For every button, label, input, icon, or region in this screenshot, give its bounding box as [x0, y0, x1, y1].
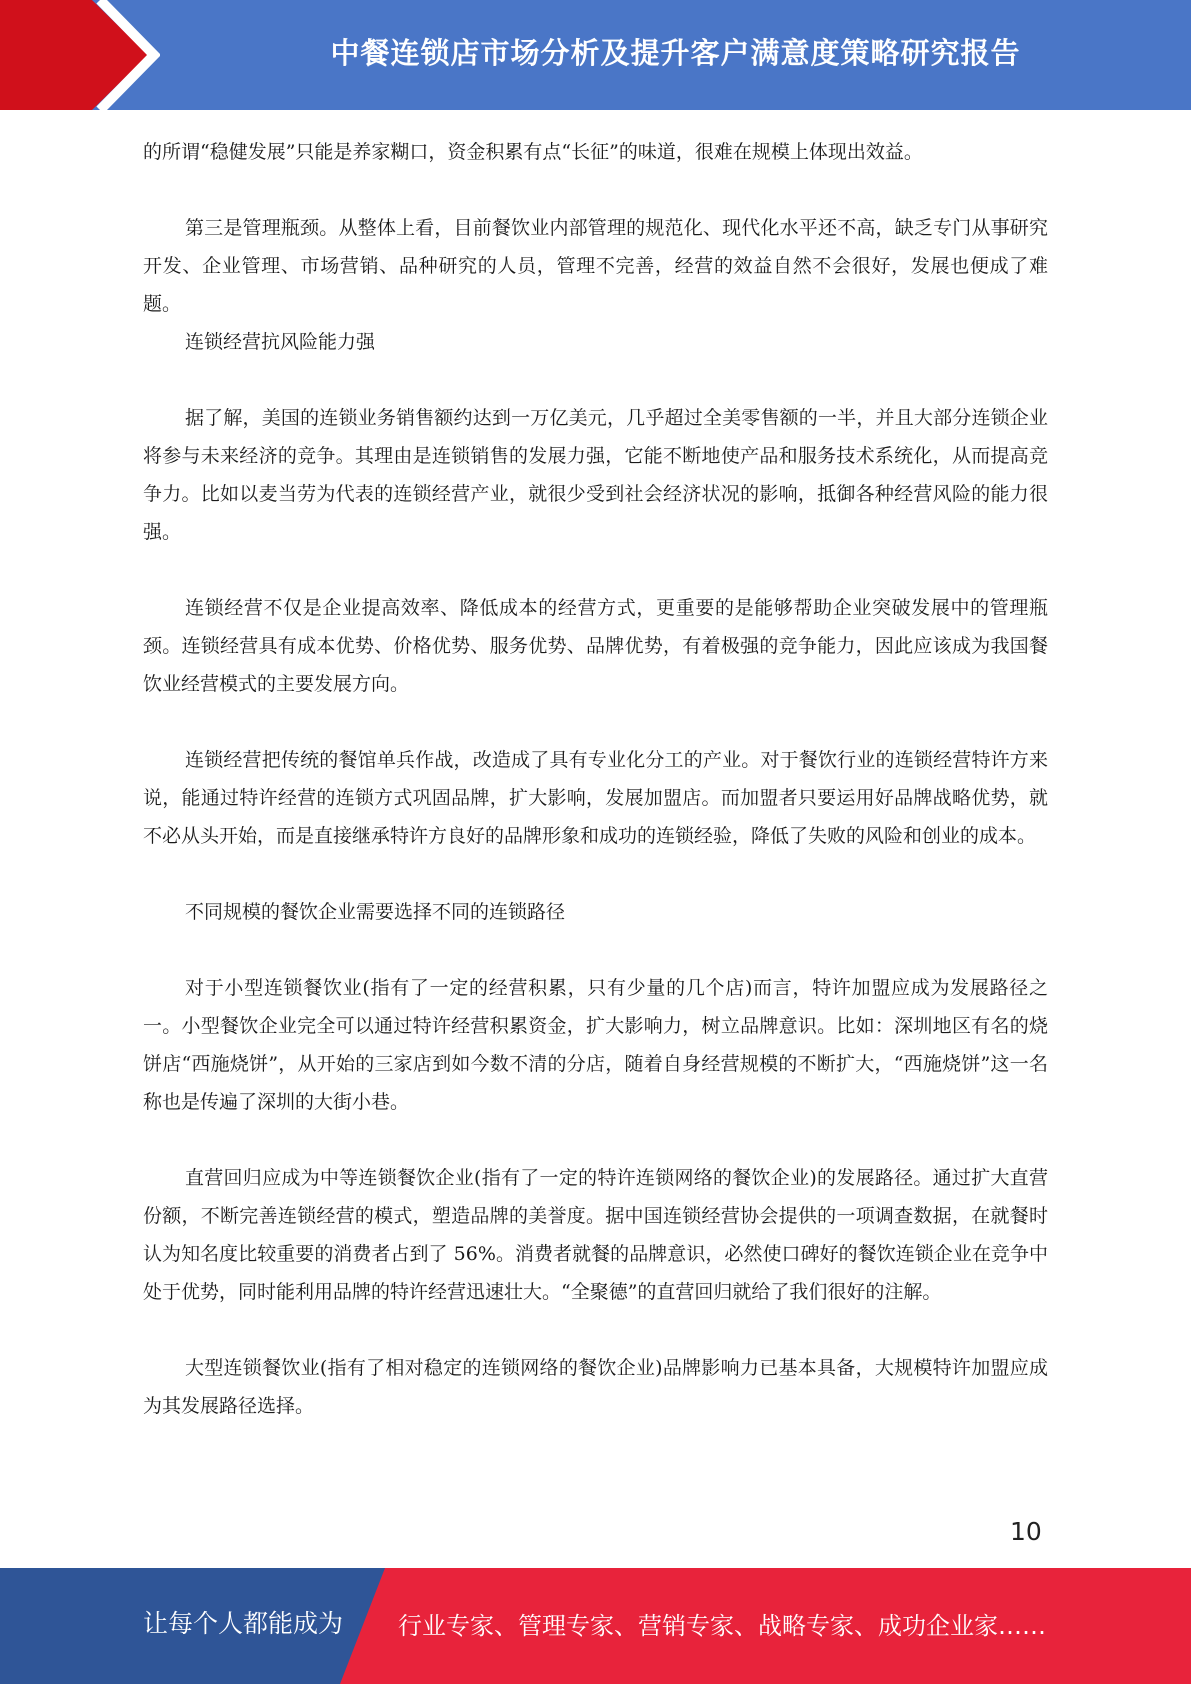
subheading-chain-risk: 连锁经营抗风险能力强	[185, 331, 376, 353]
paragraph-4: 连锁经营不仅是企业提高效率、降低成本的经营方式，更重要的是能够帮助企业突破发展中的管理瓶颈。连锁经营具有成本优势、价格优势、服务优势、品牌优势，有着极强的竞争能力，因此应该成为我国餐饮业经营模式的主要发展方向。	[143, 597, 1048, 695]
subheading-chain-paths: 不同规模的餐饮企业需要选择不同的连锁路径	[185, 901, 566, 923]
paragraph-6: 对于小型连锁餐饮业(指有了一定的经营积累，只有少量的几个店)而言，特许加盟应成为发展路径之一。小型餐饮企业完全可以通过特许经营积累资金，扩大影响力，树立品牌意识。比如：深圳地区有名的烧饼店“西施烧饼”，从开始的三家店到如今数不清的分店，随着自身经营规模的不断扩大，“西施烧饼”这一名称也是传遍了深圳的大街小巷。	[143, 977, 1048, 1113]
header-red-arrow	[0, 0, 148, 110]
header-arrow-graphic	[0, 0, 160, 110]
document-title: 中餐连锁店市场分析及提升客户满意度策略研究报告	[330, 36, 1021, 70]
paragraph-3: 据了解，美国的连锁业务销售额约达到一万亿美元，几乎超过全美零售额的一半，并且大部分连锁企业将参与未来经济的竞争。其理由是连锁销售的发展力强，它能不断地使产品和服务技术系统化，从而提高竞争力。比如以麦当劳为代表的连锁经营产业，就很少受到社会经济状况的影响，抵御各种经营风险的能力很强。	[143, 407, 1048, 543]
paragraph-8: 大型连锁餐饮业(指有了相对稳定的连锁网络的餐饮企业)品牌影响力已基本具备，大规模特许加盟应成为其发展路径选择。	[143, 1357, 1048, 1417]
paragraph-7: 直营回归应成为中等连锁餐饮企业(指有了一定的特许连锁网络的餐饮企业)的发展路径。通过扩大直营份额，不断完善连锁经营的模式，塑造品牌的美誉度。据中国连锁经营协会提供的一项调查数据，在就餐时认为知名度比较重要的消费者占到了 56%。消费者就餐的品牌意识，必然使口碑好的餐饮连锁企业在竞争中处于优势，同时能利用品牌的特许经营迅速壮大。“全聚德”的直营回归就给了我们很好的注解。	[143, 1167, 1048, 1303]
footer-slogan-left: 让每个人都能成为	[143, 1609, 344, 1638]
paragraph-2: 第三是管理瓶颈。从整体上看，目前餐饮业内部管理的规范化、现代化水平还不高，缺乏专门从事研究开发、企业管理、市场营销、品种研究的人员，管理不完善，经营的效益自然不会很好，发展也便成了难题。	[143, 217, 1048, 315]
footer-slogan-right: 行业专家、管理专家、营销专家、战略专家、成功企业家……	[398, 1612, 1046, 1640]
body-text	[143, 133, 1048, 1425]
paragraph-5: 连锁经营把传统的餐馆单兵作战，改造成了具有专业化分工的产业。对于餐饮行业的连锁经营特许方来说，能通过特许经营的连锁方式巩固品牌，扩大影响，发展加盟店。而加盟者只要运用好品牌战略优势，就不必从头开始，而是直接继承特许方良好的品牌形象和成功的连锁经验，降低了失败的风险和创业的成本。	[143, 749, 1048, 847]
paragraph-1: 的所谓“稳健发展”只能是养家糊口，资金积累有点“长征”的味道，很难在规模上体现出效益。	[143, 141, 923, 163]
page-number: 10	[1010, 1517, 1042, 1546]
page-header	[0, 0, 1191, 110]
page-footer	[0, 1568, 1191, 1684]
